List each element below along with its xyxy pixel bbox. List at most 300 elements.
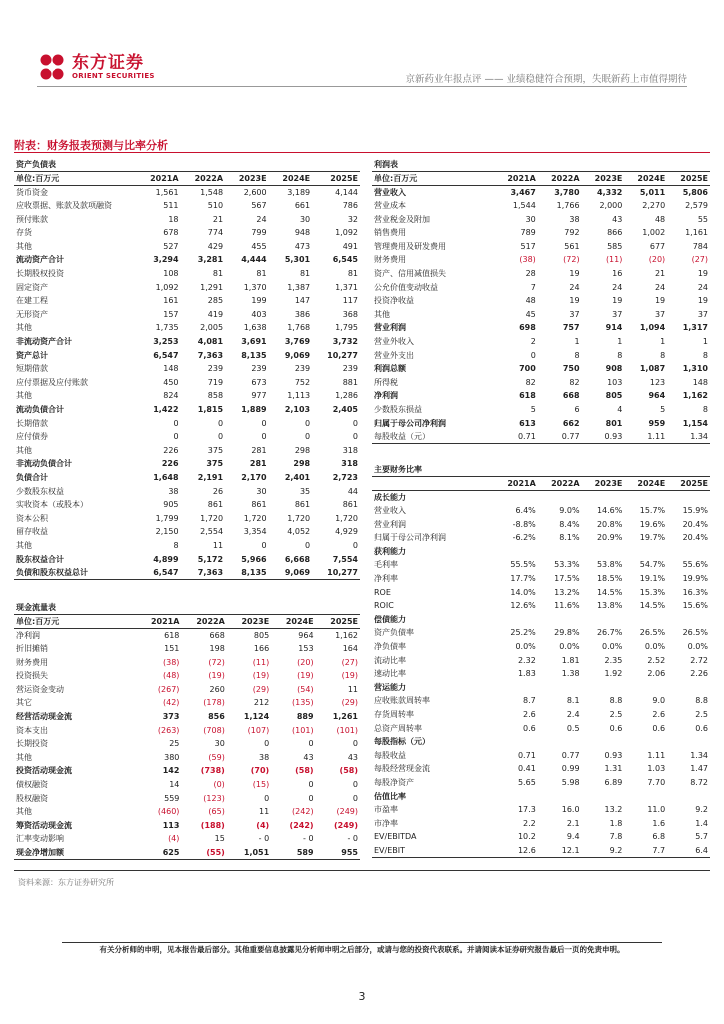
table-header-row (372, 477, 710, 491)
table-cell: 15.7% (639, 506, 666, 516)
table-row (14, 226, 360, 240)
table-row (372, 585, 710, 599)
table-cell: 1,548 (200, 187, 224, 197)
table-title: 现金流量表 (14, 601, 360, 615)
table-row (372, 389, 710, 403)
section-row (372, 613, 710, 627)
table-cell: 6.8 (652, 832, 666, 842)
table-cell: 0 (305, 540, 311, 550)
table-cell (494, 613, 538, 627)
table-cell: 260 (209, 684, 225, 694)
table-cell: (38) (162, 657, 180, 667)
table-cell (624, 681, 667, 695)
table-cell: 6.4 (667, 844, 710, 858)
section-row (372, 681, 710, 695)
table-row (14, 416, 360, 430)
table-cell: 2.72 (690, 655, 708, 665)
table-cell: 38 (259, 752, 270, 762)
table-cell: 799 (251, 228, 267, 238)
table-cell: 4,444 (241, 255, 267, 265)
table-cell: 1,162 (335, 630, 358, 640)
table-row (14, 484, 360, 498)
table-row (14, 696, 360, 710)
table-cell: 19 (654, 296, 666, 306)
table-cell: 8.8 (695, 696, 708, 706)
table-cell: 2,170 (241, 472, 267, 482)
table-cell: 6.4% (515, 506, 536, 516)
table-cell: 2,270 (642, 201, 666, 211)
table-cell: 473 (294, 241, 311, 251)
row-label: 财务费用 (374, 255, 406, 265)
table-cell: 8,135 (241, 350, 267, 360)
table-cell: 914 (605, 323, 623, 333)
table-cell: 19 (569, 296, 580, 306)
table-cell: 2.5 (609, 709, 623, 719)
table-cell: 0 (264, 793, 270, 803)
table-cell: 964 (298, 630, 314, 640)
table-cell: 81 (299, 269, 311, 279)
table-title-row (372, 463, 710, 477)
table-row (372, 776, 710, 790)
table-cell: 3,354 (243, 527, 267, 537)
table-cell: 15 (214, 834, 225, 844)
table-row (372, 240, 710, 254)
row-label: 所得税 (374, 377, 398, 387)
table-cell: 7,554 (332, 554, 358, 564)
table-cell: 16 (612, 269, 623, 279)
year-header: 2024E (624, 172, 667, 186)
table-cell: 4,052 (287, 527, 311, 537)
table-cell: 17.3 (517, 805, 536, 815)
table-cell: 30 (525, 214, 536, 224)
table-cell: 26.5% (682, 628, 708, 638)
table-cell: 43 (303, 752, 314, 762)
table-cell: 866 (607, 228, 623, 238)
table-cell: 0 (261, 432, 267, 442)
table-cell: 1,317 (682, 323, 708, 333)
table-cell: 1,889 (241, 404, 267, 414)
table-cell: 11.6% (554, 601, 580, 611)
row-label: 每股经营现金流 (374, 764, 430, 774)
table-cell: 198 (209, 644, 225, 654)
table-cell: (19) (252, 671, 270, 681)
row-label: 货币资金 (16, 187, 48, 197)
year-header: 2021A (494, 477, 538, 491)
row-label: 资产负债率 (374, 628, 414, 638)
year-header: 2021A (136, 172, 181, 186)
logo-name-en: ORIENT SECURITIES (72, 72, 155, 80)
table-cell: 298 (294, 445, 311, 455)
table-cell: 8 (702, 404, 708, 414)
row-label: 资产总计 (16, 350, 48, 360)
table-cell: 0 (352, 432, 358, 442)
table-cell: 375 (206, 459, 224, 469)
table-cell: 1,720 (200, 513, 224, 523)
table-row (372, 694, 710, 708)
table-cell: 1.34 (690, 750, 708, 760)
table-row (14, 253, 360, 267)
table-cell: 1,286 (335, 391, 358, 401)
table-cell: 4 (617, 404, 623, 414)
table-cell: 2.35 (604, 655, 623, 665)
row-label: 其他 (16, 323, 32, 333)
table-cell: 35 (299, 486, 311, 496)
table-cell: 2,005 (200, 323, 224, 333)
table-row (372, 185, 710, 199)
row-label: 无形资产 (16, 309, 48, 319)
unit-label: 单位:百万元 (14, 172, 136, 186)
table-cell: 1,766 (556, 201, 580, 211)
table-cell: 373 (162, 712, 180, 722)
table-cell (538, 613, 582, 627)
table-cell: 9.0% (559, 506, 580, 516)
table-cell: (20) (297, 657, 314, 667)
table-cell: 9.0 (652, 696, 666, 706)
page-header (0, 0, 724, 100)
table-row (372, 816, 710, 830)
row-label: 其他 (16, 807, 32, 817)
row-label: 股东权益合计 (16, 554, 64, 564)
year-header: 2024E (271, 615, 315, 629)
table-cell: (267) (157, 684, 180, 694)
table-cell: 5 (660, 404, 666, 414)
table-cell: (188) (200, 820, 225, 830)
table-cell: 16.3% (682, 587, 708, 597)
table-cell: (19) (208, 671, 225, 681)
table-cell: 678 (163, 228, 179, 238)
table-cell: 0 (352, 418, 358, 428)
table-cell: 661 (294, 201, 311, 211)
table-cell: 0 (352, 780, 358, 790)
table-cell: 81 (212, 269, 224, 279)
table-cell: 24 (569, 282, 580, 292)
row-label: 估值比率 (374, 791, 406, 801)
table-cell: 9.4 (566, 832, 580, 842)
table-cell: 861 (207, 500, 224, 510)
row-label: 少数股东损益 (374, 404, 422, 414)
table-row (372, 626, 710, 640)
table-cell: 2,401 (284, 472, 311, 482)
table-row (14, 511, 360, 525)
table-cell: 959 (648, 418, 666, 428)
table-cell: 805 (605, 391, 623, 401)
row-label: 债权融资 (16, 780, 48, 790)
table-cell (582, 490, 625, 504)
table-cell: 2.5 (695, 709, 708, 719)
table-cell: 1.31 (604, 764, 623, 774)
table-cell: 977 (251, 391, 267, 401)
row-label: 流动资产合计 (16, 255, 64, 265)
table-cell: 15.9% (682, 506, 708, 516)
row-label: 非流动负债合计 (16, 459, 72, 469)
table-cell: 19 (697, 296, 708, 306)
row-label: 存货周转率 (374, 709, 414, 719)
table-cell: (20) (648, 255, 666, 265)
table-cell: (135) (292, 698, 314, 708)
table-row (14, 348, 360, 362)
row-label: 成长能力 (374, 492, 406, 502)
table-cell: 226 (163, 445, 179, 455)
table-cell: 0 (308, 793, 314, 803)
row-label: 少数股东权益 (16, 486, 64, 496)
year-header: 2024E (269, 172, 313, 186)
table-cell: 20.4% (682, 519, 708, 529)
table-cell: 2,191 (197, 472, 224, 482)
table-cell: 368 (342, 309, 358, 319)
table-cell: 2.2 (523, 818, 536, 828)
table-cell: 1.11 (647, 750, 666, 760)
table-cell: 4,144 (335, 187, 358, 197)
table-cell: 166 (253, 644, 270, 654)
table-cell: 0.93 (582, 430, 625, 444)
row-label: 资产、信用减值损失 (374, 269, 446, 279)
table-title: 资产负债表 (14, 158, 360, 172)
table-cell: 8 (660, 350, 666, 360)
table-row (372, 517, 710, 531)
table-cell: 792 (564, 228, 580, 238)
table-cell: 0 (264, 739, 270, 749)
table-cell: 2,150 (155, 527, 179, 537)
table-cell: 8.4% (559, 519, 580, 529)
table-cell: 281 (249, 459, 267, 469)
table-cell (667, 545, 710, 559)
table-cell: 1,113 (287, 391, 311, 401)
table-cell: 403 (251, 309, 267, 319)
table-row (372, 403, 710, 417)
table-row (14, 764, 360, 778)
table-cell: 561 (564, 241, 580, 251)
table-cell: 1,370 (243, 282, 267, 292)
table-cell: 2.6 (652, 709, 666, 719)
table-cell: 861 (342, 500, 358, 510)
table-cell: 0 (305, 432, 311, 442)
table-cell: 1 (574, 337, 580, 347)
table-cell: 0.41 (517, 764, 536, 774)
table-cell (667, 735, 710, 749)
table-cell: 11 (212, 540, 224, 550)
table-cell: (27) (691, 255, 708, 265)
table-cell: 7.8 (609, 832, 623, 842)
company-logo (37, 52, 155, 82)
table-cell: 5 (530, 404, 536, 414)
table-cell: 0 (261, 418, 267, 428)
table-cell: 281 (251, 445, 267, 455)
year-header: 2023E (582, 477, 625, 491)
table-cell: 48 (654, 214, 666, 224)
table-cell: 1.92 (604, 669, 623, 679)
row-label: 总资产周转率 (374, 723, 422, 733)
table-cell: 964 (648, 391, 666, 401)
table-cell: 14 (169, 780, 180, 790)
table-cell: 380 (164, 752, 180, 762)
table-row (14, 642, 360, 656)
row-label: 留存收益 (16, 527, 48, 537)
row-label: 应收账款周转率 (374, 696, 430, 706)
row-label: 固定资产 (16, 282, 48, 292)
row-label: 股权融资 (16, 793, 48, 803)
table-cell: 8 (574, 350, 580, 360)
disclaimer-divider (62, 942, 662, 943)
table-cell: 8.72 (690, 777, 708, 787)
table-cell: 53.3% (554, 560, 580, 570)
table-cell: 856 (208, 712, 225, 722)
table-cell: 6,547 (136, 566, 181, 580)
table-cell: 662 (562, 418, 580, 428)
table-row (14, 199, 360, 213)
table-cell: 1,371 (335, 282, 358, 292)
year-header: 2022A (538, 477, 582, 491)
table-cell: 147 (294, 296, 311, 306)
table-cell: 20.8% (596, 519, 623, 529)
table-cell: 0.6 (695, 723, 708, 733)
table-row (14, 655, 360, 669)
table-cell: 30 (214, 739, 225, 749)
table-cell: 37 (569, 309, 580, 319)
year-header: 2023E (582, 172, 625, 186)
table-cell (582, 735, 625, 749)
table-cell: 0.99 (561, 764, 580, 774)
table-cell: 585 (607, 241, 623, 251)
section-divider (14, 152, 710, 153)
table-row (14, 335, 360, 349)
table-row (14, 308, 360, 322)
table-cell: 1,154 (682, 418, 708, 428)
row-label: 净利润 (16, 630, 40, 640)
row-label: 营运资金变动 (16, 684, 64, 694)
table-cell: 517 (520, 241, 536, 251)
table-cell: 21 (212, 214, 224, 224)
row-label: 其他 (16, 540, 32, 550)
table-cell: 108 (163, 269, 179, 279)
table-cell: 1 (617, 337, 623, 347)
table-cell: 285 (207, 296, 224, 306)
table-row (14, 240, 360, 254)
row-label: 其他 (16, 391, 32, 401)
table-cell: (29) (341, 698, 358, 708)
table-cell: 32 (347, 214, 358, 224)
table-cell: 861 (251, 500, 267, 510)
table-cell: 4,081 (197, 337, 224, 347)
table-cell (538, 490, 582, 504)
logo-name-cn: 东方证券 (72, 53, 144, 73)
table-row (14, 846, 360, 860)
table-cell: 908 (605, 364, 623, 374)
table-cell: 668 (562, 391, 580, 401)
table-cell: (27) (341, 657, 358, 667)
table-cell: 9,069 (269, 566, 313, 580)
table-cell (667, 789, 710, 803)
year-header: 2021A (494, 172, 538, 186)
table-cell: 1,161 (685, 228, 708, 238)
row-label: 每股净资产 (374, 777, 414, 787)
table-cell: (101) (292, 725, 314, 735)
table-cell: 2,579 (685, 201, 708, 211)
table-cell: 1,648 (153, 472, 179, 482)
table-cell: (101) (336, 725, 358, 735)
year-header: 2022A (181, 172, 226, 186)
table-cell (538, 681, 582, 695)
row-label: 在建工程 (16, 296, 48, 306)
year-header: 2025E (667, 172, 710, 186)
table-cell: 386 (294, 309, 311, 319)
table-cell: 5,966 (241, 554, 267, 564)
table-row (372, 667, 710, 681)
table-cell: 559 (164, 793, 180, 803)
table-row (14, 430, 360, 444)
row-label: 营业税金及附加 (374, 214, 430, 224)
row-label: 长期借款 (16, 418, 48, 428)
table-cell: 19.7% (639, 533, 666, 543)
table-cell: 157 (163, 309, 179, 319)
table-cell (624, 613, 667, 627)
table-cell: 3,294 (153, 255, 179, 265)
year-header: 2021A (136, 615, 181, 629)
table-cell: 5.65 (517, 777, 536, 787)
table-row (372, 803, 710, 817)
table-cell: 16.0 (561, 805, 580, 815)
table-cell: 948 (294, 228, 311, 238)
row-label: 投资净收益 (374, 296, 414, 306)
table-cell: 30 (256, 486, 267, 496)
table-cell: (15) (252, 780, 270, 790)
table-row (372, 708, 710, 722)
table-cell: 510 (207, 201, 224, 211)
table-cell: 0.0% (602, 642, 623, 652)
table-cell (667, 490, 710, 504)
table-row (372, 212, 710, 226)
table-cell: 18.5% (596, 574, 623, 584)
table-cell: 1,092 (335, 228, 358, 238)
table-cell: 1,291 (200, 282, 224, 292)
table-cell: 20.9% (596, 533, 623, 543)
row-label: 市盈率 (374, 805, 398, 815)
table-cell: 1,815 (197, 404, 224, 414)
table-cell (582, 545, 625, 559)
table-row (14, 294, 360, 308)
table-cell: 1 (660, 337, 666, 347)
table-cell: 29.8% (554, 628, 580, 638)
table-cell: (263) (157, 725, 180, 735)
table-row (14, 737, 360, 751)
section-row (372, 545, 710, 559)
table-cell (667, 613, 710, 627)
table-header-row (372, 172, 710, 186)
table-cell: 618 (164, 630, 180, 640)
table-title: 主要财务比率 (372, 463, 710, 477)
table-row (14, 683, 360, 697)
table-row (14, 805, 360, 819)
row-label: 短期借款 (16, 364, 48, 374)
table-cell: - 0 (347, 834, 358, 844)
table-row (14, 525, 360, 539)
table-cell: 881 (342, 377, 358, 387)
table-cell: 613 (519, 418, 536, 428)
row-label: 每股收益（元） (372, 430, 494, 444)
row-label: 营运能力 (374, 682, 406, 692)
table-cell: 1.38 (561, 669, 580, 679)
table-row (372, 348, 710, 362)
table-cell: 0 (352, 739, 358, 749)
table-cell: 8 (173, 540, 179, 550)
table-cell: 55.5% (510, 560, 536, 570)
table-cell: 37 (654, 309, 666, 319)
table-cell: 15.3% (639, 587, 666, 597)
row-label: 营业外支出 (374, 350, 414, 360)
table-cell: 48 (525, 296, 536, 306)
row-label: 负债和股东权益总计 (14, 566, 136, 580)
table-cell: 6 (574, 404, 580, 414)
table-row (14, 778, 360, 792)
